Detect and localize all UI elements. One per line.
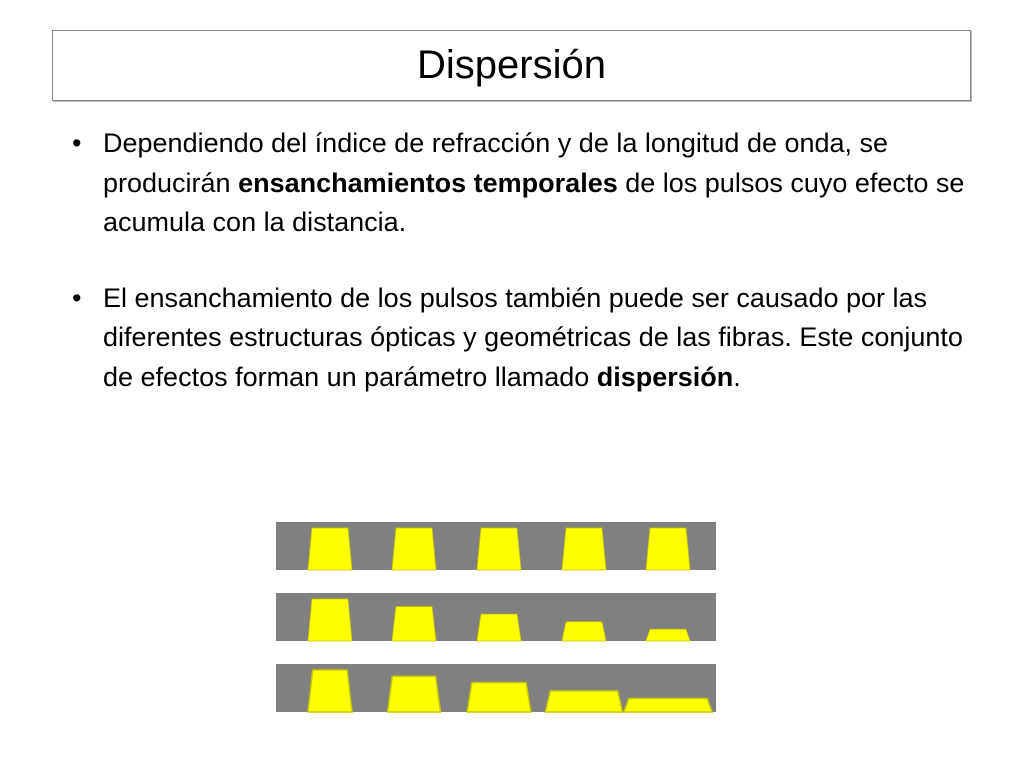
bullet-text-end: . <box>733 361 741 392</box>
bullet-text: El ensanchamiento de los pulsos también puede ser causado por las diferentes estructuras ópticas y geométricas de las fibras. Este conjunto de efectos forman un parámetro llamado <box>103 282 963 392</box>
title-box <box>52 30 971 101</box>
light-pulse <box>388 676 441 712</box>
light-pulse <box>477 528 521 570</box>
bullet-bold-text: ensanchamientos temporales <box>238 167 618 198</box>
light-pulse <box>477 614 521 641</box>
light-pulse <box>646 528 690 570</box>
bullet-item-1 <box>70 124 970 243</box>
light-pulse <box>546 691 623 712</box>
bullet-list <box>70 124 970 433</box>
light-pulse <box>308 528 352 570</box>
bullet-bold-text: dispersión <box>596 361 734 392</box>
light-pulse <box>392 607 436 641</box>
bullet-text-end: de los pulsos cuyo efecto se acumula con la distancia. <box>103 167 965 237</box>
light-pulse <box>624 699 712 712</box>
light-pulse <box>562 528 606 570</box>
bullet-text: Dependiendo del índice de refracción y de la longitud de onda, se producirán <box>103 128 889 198</box>
pulse-diagram <box>276 522 716 716</box>
pulse-dispersion-figure <box>276 522 716 716</box>
light-pulse <box>392 528 436 570</box>
bullet-marker: • <box>72 128 82 158</box>
light-pulse <box>308 599 352 641</box>
light-pulse <box>467 683 531 712</box>
slide-title: Dispersión <box>417 43 606 87</box>
bullet-marker: • <box>72 282 82 313</box>
light-pulse <box>308 670 352 712</box>
bullet-item-2 <box>70 279 970 398</box>
light-pulse <box>562 622 606 641</box>
light-pulse <box>646 629 690 641</box>
